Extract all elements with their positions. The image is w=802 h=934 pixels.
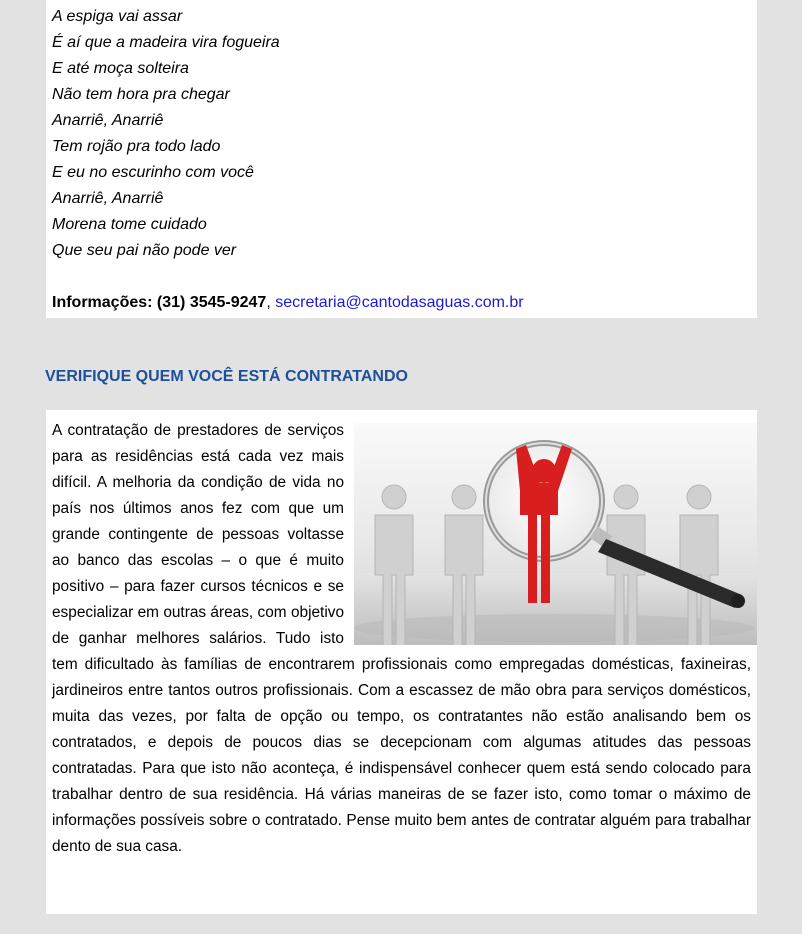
article-image (354, 423, 757, 645)
contact-separator: , (266, 294, 276, 311)
contact-phone: Informações: (31) 3545-9247 (52, 294, 267, 311)
lyric-line: A espiga vai assar (52, 8, 183, 25)
lyric-line: Que seu pai não pode ver (52, 242, 237, 259)
lyrics-card (46, 0, 757, 318)
lyric-line: Tem rojão pra todo lado (52, 138, 221, 155)
article-card (46, 410, 757, 914)
lyric-line: E até moça solteira (52, 60, 189, 77)
lyric-line: Anarriê, Anarriê (52, 190, 164, 207)
contact-info (52, 290, 757, 316)
lyric-line: Não tem hora pra chegar (52, 86, 230, 103)
lyric-line: É aí que a madeira vira fogueira (52, 34, 280, 51)
lyrics-block (52, 4, 757, 264)
lyric-line: E eu no escurinho com você (52, 164, 254, 181)
contact-email-link[interactable]: secretaria@cantodasaguas.com.br (275, 294, 524, 311)
article-body: A contratação de prestadores de serviços para as residências está cada vez mais difícil. A melhoria da condição de vida no país nos últimos anos fez com que um grande contingente de pessoas voltasse ao banco das escolas – o que é muito positivo – para fazer cursos técnicos e se especializar em outras áreas, com objetivo de ganhar melhores salários. Tudo isto tem dificultado às famílias de encontrarem profissionais como empregadas domésticas, faxineiras, jardineiros entre tantos outros profissionais. Com a escassez de mão obra para serviços domésticos, muita das vezes, por falta de opção ou tempo, os contratantes não estão analisando bem os contratados, e depois de poucos dias se decepcionam com algumas atitudes das pessoas contratadas. Para que isto não aconteça, é indispensável conhecer quem está sendo colocado para trabalhar dentro de sua residência. Há várias maneiras de se fazer isto, como tomar o máximo de informações possíveis sobre o contratado. Pense muito bem antes de contratar alguém para trabalhar dento de sua casa. (52, 422, 751, 855)
section-title: VERIFIQUE QUEM VOCÊ ESTÁ CONTRATANDO (45, 368, 408, 385)
lyric-line: Morena tome cuidado (52, 216, 207, 233)
magnifier-over-people-icon (354, 423, 757, 645)
lyric-line: Anarriê, Anarriê (52, 112, 164, 129)
